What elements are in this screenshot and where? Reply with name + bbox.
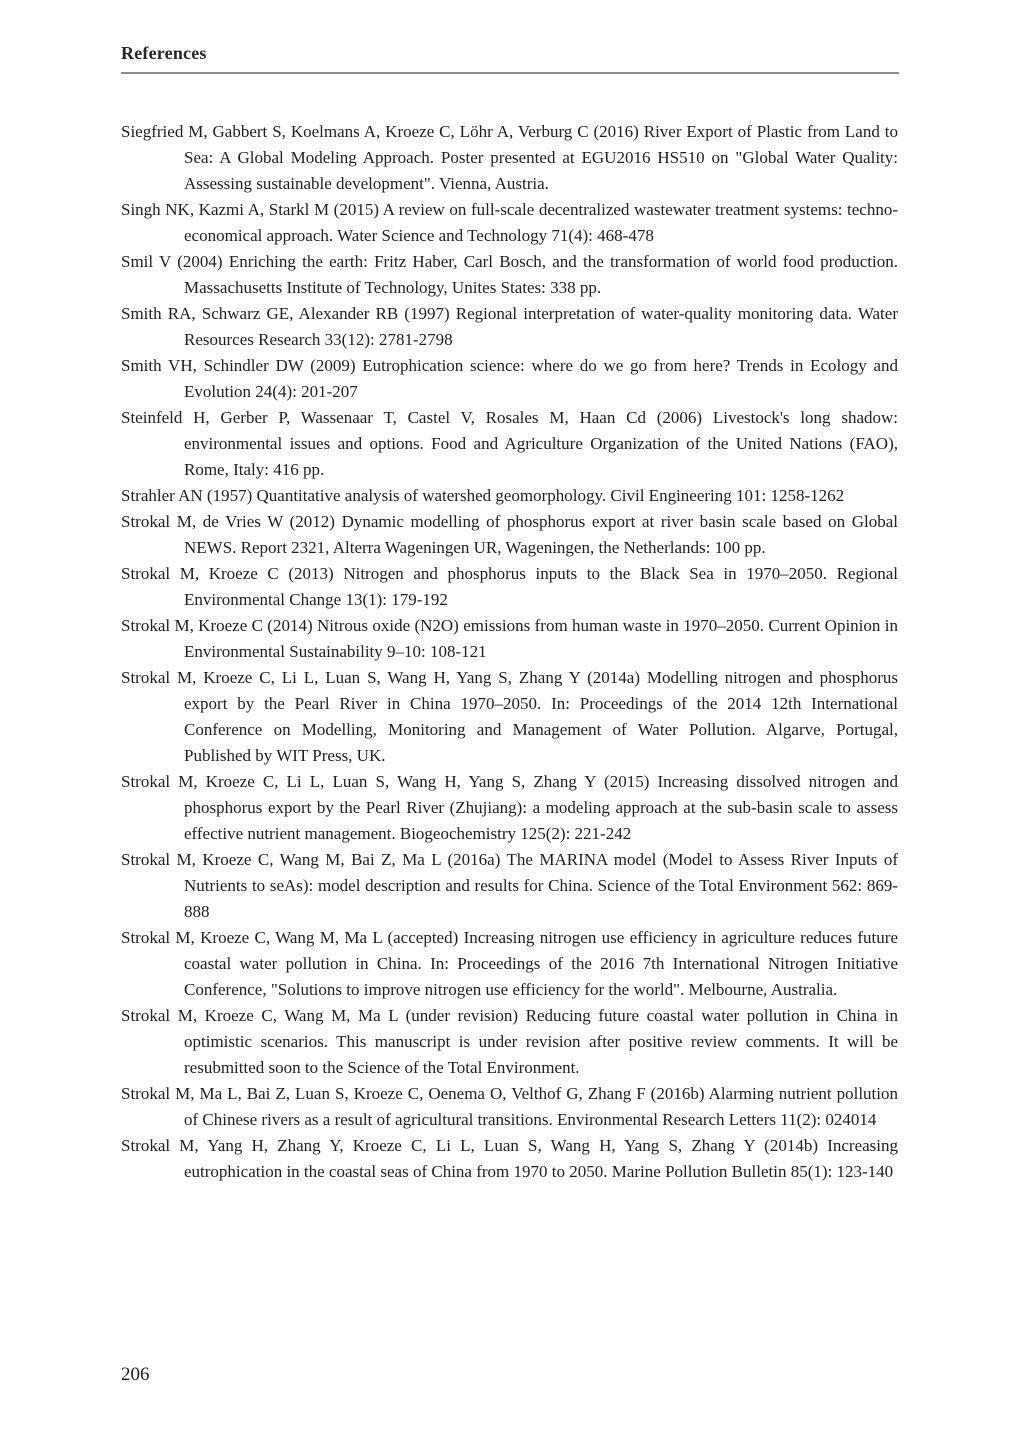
reference-entry: Singh NK, Kazmi A, Starkl M (2015) A review on full-scale decentralized wastewater treatment systems: techno-economical approach. Water Science and Technology 71(4): 468-478 [121,200,898,245]
reference-entry: Smith VH, Schindler DW (2009) Eutrophication science: where do we go from here? Trends in Ecology and Evolution 24(4): 201-207 [121,356,898,401]
reference-entry: Strokal M, Kroeze C (2013) Nitrogen and phosphorus inputs to the Black Sea in 1970–2050. Regional Environmental Change 13(1): 179-192 [121,564,898,609]
reference-entry: Strokal M, Kroeze C (2014) Nitrous oxide (N2O) emissions from human waste in 1970–2050. Current Opinion in Environmental Sustainability 9–10: 108-121 [121,616,898,661]
header-rule [121,72,899,74]
reference-entry: Smil V (2004) Enriching the earth: Fritz Haber, Carl Bosch, and the transformation of world food production. Massachusetts Institute of Technology, Unites States: 338 pp. [121,252,898,297]
page-header [121,43,899,64]
reference-entry: Siegfried M, Gabbert S, Koelmans A, Kroeze C, Löhr A, Verburg C (2016) River Export of Plastic from Land to Sea: A Global Modeling Approach. Poster presented at EGU2016 HS510 on "Global Water Quality: Assessing sustainable development". Vienna, Austria. [121,122,898,193]
reference-entry: Strokal M, de Vries W (2012) Dynamic modelling of phosphorus export at river basin scale based on Global NEWS. Report 2321, Alterra Wageningen UR, Wageningen, the Netherlands: 100 pp. [121,512,898,557]
reference-entry: Strokal M, Kroeze C, Wang M, Bai Z, Ma L (2016a) The MARINA model (Model to Assess River Inputs of Nutrients to seAs): model description and results for China. Science of the Total Environment 562: 869-888 [121,850,898,921]
reference-entry: Strokal M, Kroeze C, Li L, Luan S, Wang H, Yang S, Zhang Y (2015) Increasing dissolved nitrogen and phosphorus export by the Pearl River (Zhujiang): a modeling approach at the sub-basin scale to assess effective nutrient management. Biogeochemistry 125(2): 221-242 [121,772,898,843]
reference-entry: Strokal M, Kroeze C, Li L, Luan S, Wang H, Yang S, Zhang Y (2014a) Modelling nitrogen and phosphorus export by the Pearl River in China 1970–2050. In: Proceedings of the 2014 12th International Conference on Modelling, Monitoring and Management of Water Pollution. Algarve, Portugal, Published by WIT Press, UK. [121,668,898,765]
reference-entry: Strokal M, Ma L, Bai Z, Luan S, Kroeze C, Oenema O, Velthof G, Zhang F (2016b) Alarming nutrient pollution of Chinese rivers as a result of agricultural transitions. Environmental Research Letters 11(2): 024014 [121,1084,898,1129]
reference-entry: Strokal M, Kroeze C, Wang M, Ma L (accepted) Increasing nitrogen use efficiency in agriculture reduces future coastal water pollution in China. In: Proceedings of the 2016 7th International Nitrogen Initiative Conference, "Solutions to improve nitrogen use efficiency for the world". Melbourne, Australia. [121,928,898,999]
reference-entry: Strokal M, Yang H, Zhang Y, Kroeze C, Li L, Luan S, Wang H, Yang S, Zhang Y (2014b) Increasing eutrophication in the coastal seas of China from 1970 to 2050. Marine Pollution Bulletin 85(1): 123-140 [121,1136,898,1181]
reference-entry: Steinfeld H, Gerber P, Wassenaar T, Castel V, Rosales M, Haan Cd (2006) Livestock's long shadow: environmental issues and options. Food and Agriculture Organization of the United Nations (FAO), Rome, Italy: 416 pp. [121,408,898,479]
reference-entry: Strokal M, Kroeze C, Wang M, Ma L (under revision) Reducing future coastal water pollution in China in optimistic scenarios. This manuscript is under revision after positive review comments. It will be resubmitted soon to the Science of the Total Environment. [121,1006,898,1077]
page-title: References [121,43,207,63]
reference-entry: Smith RA, Schwarz GE, Alexander RB (1997) Regional interpretation of water-quality monitoring data. Water Resources Research 33(12): 2781-2798 [121,304,898,349]
page-number: 206 [121,1364,150,1385]
reference-list [121,119,898,1185]
reference-entry: Strahler AN (1957) Quantitative analysis of watershed geomorphology. Civil Engineering 101: 1258-1262 [121,486,845,505]
